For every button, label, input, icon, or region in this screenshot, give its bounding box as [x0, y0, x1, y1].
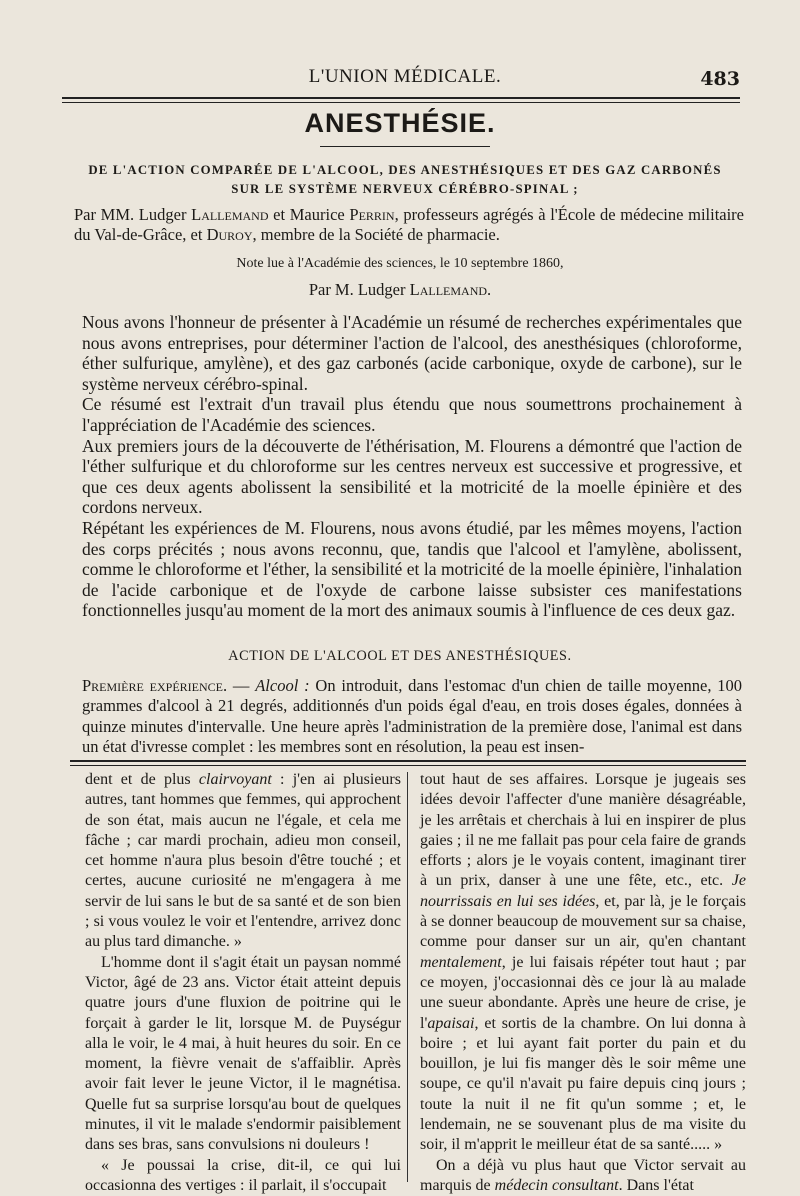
right-paragraph-1 [420, 770, 746, 1156]
experiment-agent: Alcool : [255, 676, 310, 695]
intro-paragraph-3: Aux premiers jours de la découverte de l'éthérisation, M. Flourens a démontré que l'action de l'éther sulfurique et du chloroforme sur les centres nerveux est successive et progressive, et que ces deux agents abolissent la sensibilité et la motricité de la moelle épinière et des cordons nerveux. [82, 435, 742, 518]
par-suffix: . [487, 280, 492, 299]
section-title-rule [320, 146, 490, 147]
reading-note: Note lue à l'Académie des sciences, le 10 septembre 1860, [236, 256, 564, 271]
intro-paragraph-2: Ce résumé est l'extrait d'un travail plus étendu que nous soumettrons prochainement à l'appréciation de l'Académie des sciences. [82, 394, 742, 435]
authors-prefix: Par MM. Ludger [74, 205, 192, 224]
intro-paragraph-4: Répétant les expériences de M. Flourens, nous avons étudié, par les mêmes moyens, l'action des corps précités ; nous avons reconnu, que, tandis que l'alcool et l'amylène, abolissent, comme le chloroforme et l'éther, la sensibilité et la motricité de la moelle épinière, l'inhalation de l'acide carbonique et de l'oxyde de carbone laisse subsister ces manifestations fonctionnelles jusqu'au moment de la mort des animaux soumis à l'influence de ces deux gaz. [82, 517, 742, 621]
subheading: ACTION DE L'ALCOOL ET DES ANESTHÉSIQUES. [228, 648, 572, 664]
column-divider [407, 772, 408, 1182]
presenting-author [0, 280, 800, 300]
right-p1-b: , et, par là, je le forçais à se donner beaucoup de mouvement sur sa chaise, comme pour danser sur un air, qu'en chantant [420, 892, 746, 951]
page-number: 483 [700, 68, 740, 90]
intro-paragraph-1: Nous avons l'honneur de présenter à l'Académie un résumé de recherches expérimentales que nous avons entreprises, pour déterminer l'action de l'alcool, des anesthésiques (chloroforme, éther sulfurique, amylène), et des gaz carbonés (acide carbonique, oxyde de carbone), sur le système nerveux cérébro-spinal. [82, 312, 742, 394]
right-column [420, 770, 746, 1196]
right-p1-italic-3: apaisai [427, 1014, 475, 1032]
right-paragraph-2 [420, 1156, 746, 1196]
author-duroy: Duroy [206, 225, 253, 244]
experiment-label: Première expérience. [82, 676, 228, 695]
introduction [82, 312, 742, 621]
right-p1-italic-2: mentalement [420, 953, 502, 971]
authors-suffix: , membre de la Société de pharmacie. [252, 225, 500, 244]
experiment-dash: — [227, 676, 256, 695]
article-title-line-2: SUR LE SYSTÈME NERVEUX CÉRÉBRO-SPINAL ; [231, 182, 579, 196]
right-p2-a: On a déjà vu plus haut que Victor servait au marquis de [420, 1156, 746, 1194]
author-perrin: Perrin [349, 205, 395, 224]
authors-mid-1: et Maurice [268, 205, 350, 224]
lower-section-rule [70, 760, 746, 766]
left-paragraph-3: « Je poussai la crise, dit-il, ce qui lui occasionna des vertiges : il parlait, il s'occupait [85, 1156, 401, 1194]
right-p1-a: tout haut de ses affaires. Lorsque je jugeais ses idées devoir l'affecter d'une manière désagréable, je les arrêtais et cherchais à lui en inspirer de plus gaies ; il ne me fallait pas pour cela faire de grands efforts ; alors je le voyais content, imaginant tirer à un prix, danser à une une fête, etc., etc. [420, 771, 746, 890]
left-p1-italic: clairvoyant [198, 771, 272, 788]
section-title: ANESTHÉSIE. [304, 108, 496, 138]
right-p2-b: . Dans l'état [618, 1176, 694, 1194]
header-rule [62, 97, 740, 103]
right-p1-italic-1: Je nourrissais en lui ses idées [420, 872, 746, 910]
par-prefix: Par M. Ludger [308, 280, 410, 299]
article-title-line-1: DE L'ACTION COMPARÉE DE L'ALCOOL, DES ANESTHÉSIQUES ET DES GAZ CARBONÉS [88, 163, 722, 177]
authors-mid-2: , professeurs agrégés à l'École de médecine militaire du Val-de-Grâce, et [74, 205, 745, 244]
left-column [85, 770, 401, 1196]
experiment-text: On introduit, dans l'estomac d'un chien de taille moyenne, 100 grammes d'alcool à 21 degrés, additionnés d'un poids égal d'eau, en trois doses égales, données à quinze minutes d'intervalle. Une heure après l'administration de la première dose, l'animal est dans un état d'ivresse complet : les membres sont en résolution, la peau est insen- [82, 676, 742, 756]
left-p1-start: dent et de plus [85, 771, 199, 788]
par-name: Lallemand [409, 280, 488, 299]
authors-line [74, 205, 744, 245]
article-title [60, 161, 750, 199]
author-lallemand: Lallemand [191, 205, 269, 224]
right-p2-italic: médecin consultant [494, 1176, 619, 1194]
right-p1-d: , et sortis de la chambre. On lui donna à boire ; et lui ayant fait porter du pain et du bouillon, je lui fis manger dès le soir même une soupe, ce qu'il n'avait pu faire depuis cinq jours ; toute la nuit il ne fit qu'un somme ; et, le lendemain, ne se souvenant plus de ma visite du soir, il m'apprit le meilleur état de sa santé..... » [420, 1014, 746, 1154]
experiment-paragraph [82, 676, 742, 757]
running-title: L'UNION MÉDICALE. [308, 66, 502, 87]
first-experiment [82, 676, 742, 757]
left-paragraph-1 [85, 770, 401, 953]
running-head [70, 66, 740, 96]
right-p1-c: , je lui faisais répéter tout haut ; par ce moyen, j'occasionnai dès ce jour là au malade une sueur abondante. Après une heure de crise, je l' [420, 953, 746, 1032]
left-paragraph-2: L'homme dont il s'agit était un paysan nommé Victor, âgé de 23 ans. Victor était atteint depuis quatre jours d'une fluxion de poitrine qui le forçait à garder le lit, lorsque M. de Puységur alla le voir, le 4 mai, à huit heures du soir. En ce moment, la fièvre venait de s'affaiblir. Après avoir fait lever le jeune Victor, il le magnétisa. Quelle fut sa surprise lorsqu'au bout de quelques minutes, il vit le malade s'endormir paisiblement dans ses bras, sans convulsions ni douleurs ! [85, 953, 401, 1154]
left-p1-rest: : j'en ai plusieurs autres, tant hommes que femmes, qui approchent de son état, mais aucun ne l'égale, et cela me fâche ; car mardi prochain, adieu mon conseil, cet homme n'aura plus besoin d'être touché ; et certes, aucune curiosité ne m'engagera à me servir de lui sans le but de sa santé et de son bien ; si vous voulez le voir et l'entendre, arrivez donc au plus tard dimanche. » [85, 771, 401, 951]
